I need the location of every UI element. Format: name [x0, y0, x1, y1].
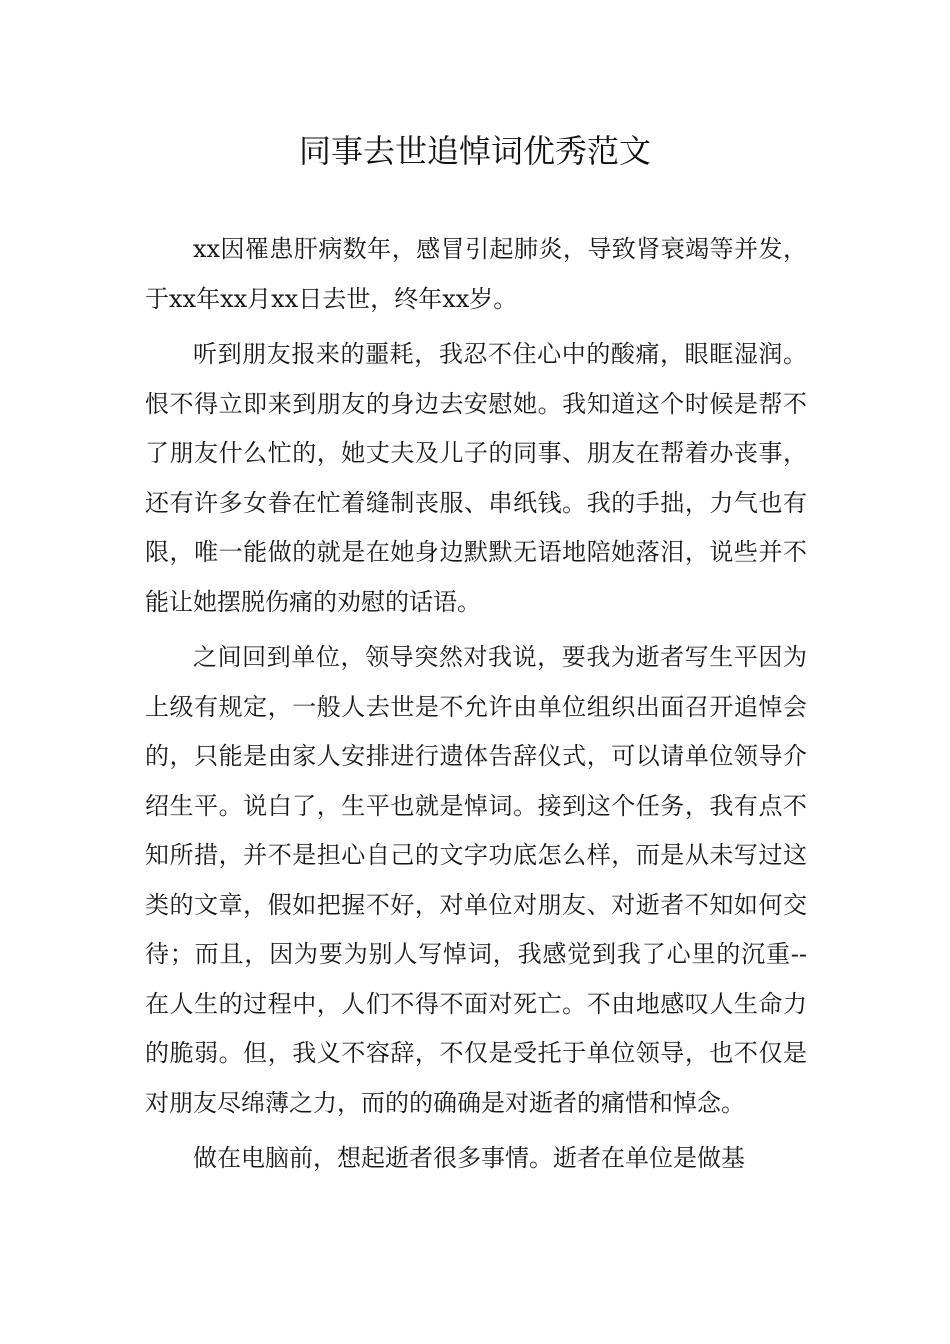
document-title: 同事去世追悼词优秀范文 [298, 132, 651, 170]
paragraph-4: 做在电脑前，想起逝者很多事情。逝者在单位是做基 [193, 1144, 745, 1172]
document-body [145, 225, 807, 1184]
paragraph-2: 听到朋友报来的噩耗，我忍不住心中的酸痛，眼眶湿润。恨不得立即来到朋友的身边去安慰她。我知道这个时候是帮不了朋友什么忙的，她丈夫及儿子的同事、朋友在帮着办丧事，还有许多女眷在忙着缝制丧服、串纸钱。我的手拙，力气也有限，唯一能做的就是在她身边默默无语地陪她落泪，说些并不能让她摆脱伤痛的劝慰的话语。 [145, 340, 807, 616]
paragraph-3: 之间回到单位，领导突然对我说，要我为逝者写生平因为上级有规定，一般人去世是不允许由单位组织出面召开追悼会的，只能是由家人安排进行遗体告辞仪式，可以请单位领导介绍生平。说白了，生平也就是悼词。接到这个任务，我有点不知所措，并不是担心自己的文字功底怎么样，而是从未写过这类的文章，假如把握不好，对单位对朋友、对逝者不知如何交待；而且，因为要为别人写悼词，我感觉到我了心里的沉重--在人生的过程中，人们不得不面对死亡。不由地感叹人生命力的脆弱。但，我义不容辞，不仅是受托于单位领导，也不仅是对朋友尽绵薄之力，而的的确确是对逝者的痛惜和悼念。 [145, 643, 807, 1117]
paragraph-1: xx因罹患肝病数年，感冒引起肺炎，导致肾衰竭等并发，于xx年xx月xx日去世，终年xx岁。 [145, 235, 807, 313]
